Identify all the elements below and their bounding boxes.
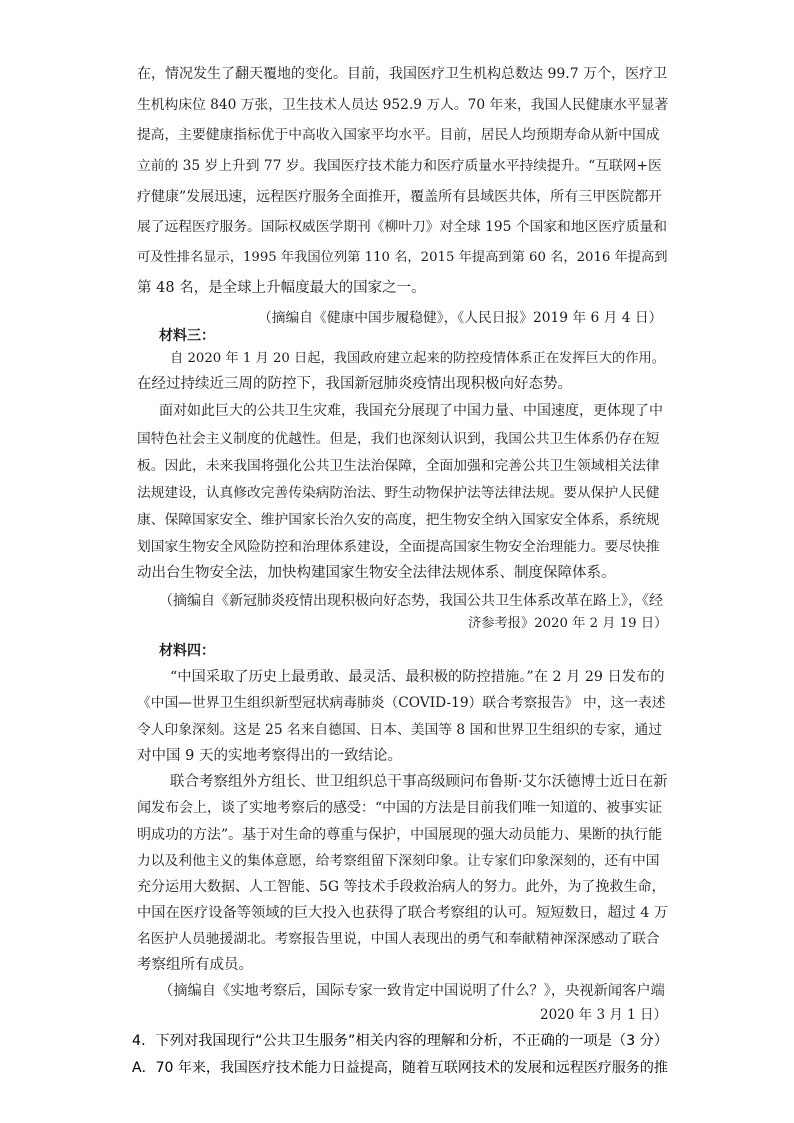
material3-line: 康、保障国家安全、维护国家长治久安的高度，把生物安全纳入国家安全体系，系统规 — [137, 512, 660, 528]
material2-line: 生机构床位 840 万张，卫生技术人员达 952.9 万人。70 年来，我国人民健康水平显著 — [137, 97, 669, 113]
material3-line: 划国家生物安全风险防控和治理体系建设，全面提高国家生物安全治理能力。要尽快推 — [137, 539, 660, 555]
material3-label: 材料三： — [159, 328, 215, 344]
material3-line: 法规建设，认真修改完善传染病防治法、野生动物保护法等法律法规。要从保护人民健 — [137, 485, 660, 501]
material2-line: 第 48 名，是全球上升幅度最大的国家之一。 — [137, 280, 426, 296]
material4-line: 考察组所有成员。 — [137, 957, 253, 973]
material4-line: 联合考察组外方组长、世卫组织总干事高级顾问布鲁斯·艾尔沃德博士近日在新 — [170, 774, 668, 790]
material4-line: 令人印象深刻。这是 25 名来自德国、日本、美国等 8 国和世界卫生组织的专家，通过 — [137, 722, 662, 738]
material4-source: （摘编自《实地考察后，国际专家一致肯定中国说明了什么？》，央视新闻客户端 — [159, 983, 665, 999]
material2-line: 在，情况发生了翻天覆地的变化。目前，我国医疗卫生机构总数达 99.7 万个，医疗卫 — [137, 66, 668, 82]
material4-line: 充分运用大数据、人工智能、5G 等技术手段救治病人的努力。此外，为了挽救生命， — [137, 879, 666, 895]
material4-line: 对中国 9 天的实地考察得出的一致结论。 — [137, 748, 402, 764]
material3-line: 国特色社会主义制度的优越性。但是，我们也深刻认识到，我国公共卫生体系仍存在短 — [137, 431, 660, 447]
material4-label: 材料四： — [159, 643, 215, 659]
material3-line: 在经过持续近三周的防控下，我国新冠肺炎疫情出现积极向好态势。 — [137, 376, 572, 392]
material4-line: 《中国—世界卫生组织新型冠状病毒肺炎（COVID-19）联合考察报告》 中，这一表述 — [137, 695, 666, 711]
material4-line: 力以及利他主义的集体意愿，给考察组留下深刻印象。让专家们印象深刻的，还有中国 — [137, 853, 660, 869]
material2-line: 可及性排名显示，1995 年我国位列第 110 名，2015 年提高到第 60 名，2016 年提高到 — [137, 250, 668, 265]
material2-source: （摘编自《健康中国步履稳健》，《人民日报》2019 年 6 月 4 日） — [258, 310, 663, 326]
material2-line: 立前的 35 岁上升到 77 岁。我国医疗技术能力和医疗质量水平持续提升。“互联网+医 — [137, 158, 662, 174]
material4-line: “中国采取了历史上最勇敢、最灵活、最积极的防控措施。”在 2 月 29 日发布的 — [170, 669, 665, 685]
material3-source: （摘编自《新冠肺炎疫情出现积极向好态势，我国公共卫生体系改革在路上》，《经 — [159, 593, 663, 609]
question-4: 4．下列对我国现行“公共卫生服务”相关内容的理解和分析，不正确的一项是（3 分） — [132, 1033, 669, 1049]
material2-line: 提高，主要健康指标优于中高收入国家平均水平。目前，居民人均预期寿命从新中国成 — [137, 127, 660, 143]
option-a: A．70 年来，我国医疗技术能力日益提高，随着互联网技术的发展和远程医疗服务的推 — [132, 1060, 668, 1076]
material2-line: 展了远程医疗服务。国际权威医学期刊《柳叶刀》对全球 195 个国家和地区医疗质量和 — [137, 219, 667, 235]
material3-source: 济参考报》2020 年 2 月 19 日） — [468, 616, 668, 631]
material3-line: 动出台生物安全法，加快构建国家生物安全法律法规体系、制度保障体系。 — [137, 565, 616, 581]
material4-line: 中国在医疗设备等领域的巨大投入也获得了联合考察组的认可。短短数日，超过 4 万 — [137, 905, 669, 921]
material3-line: 板。因此，未来我国将强化公共卫生法治保障，全面加强和完善公共卫生领域相关法律 — [137, 458, 660, 474]
material3-line: 面对如此巨大的公共卫生灾难，我国充分展现了中国力量、中国速度，更体现了中 — [159, 403, 663, 419]
material4-line: 明成功的方法”。基于对生命的尊重与保护，中国展现的强大动员能力、果断的执行能 — [137, 827, 663, 843]
material4-line: 名医护人员驰援湖北。考察报告里说，中国人表现出的勇气和奉献精神深深感动了联合 — [137, 931, 660, 947]
material4-line: 闻发布会上，谈了实地考察后的感受：“中国的方法是目前我们唯一知道的、被事实证 — [137, 800, 663, 816]
material4-source: 2020 年 3 月 1 日） — [540, 1007, 667, 1023]
material3-line: 自 2020 年 1 月 20 日起，我国政府建立起来的防控疫情体系正在发挥巨大的作用。 — [170, 351, 666, 366]
material2-line: 疗健康”发展迅速，远程医疗服务全面推开，覆盖所有县域医共体，所有三甲医院都开 — [137, 189, 663, 205]
